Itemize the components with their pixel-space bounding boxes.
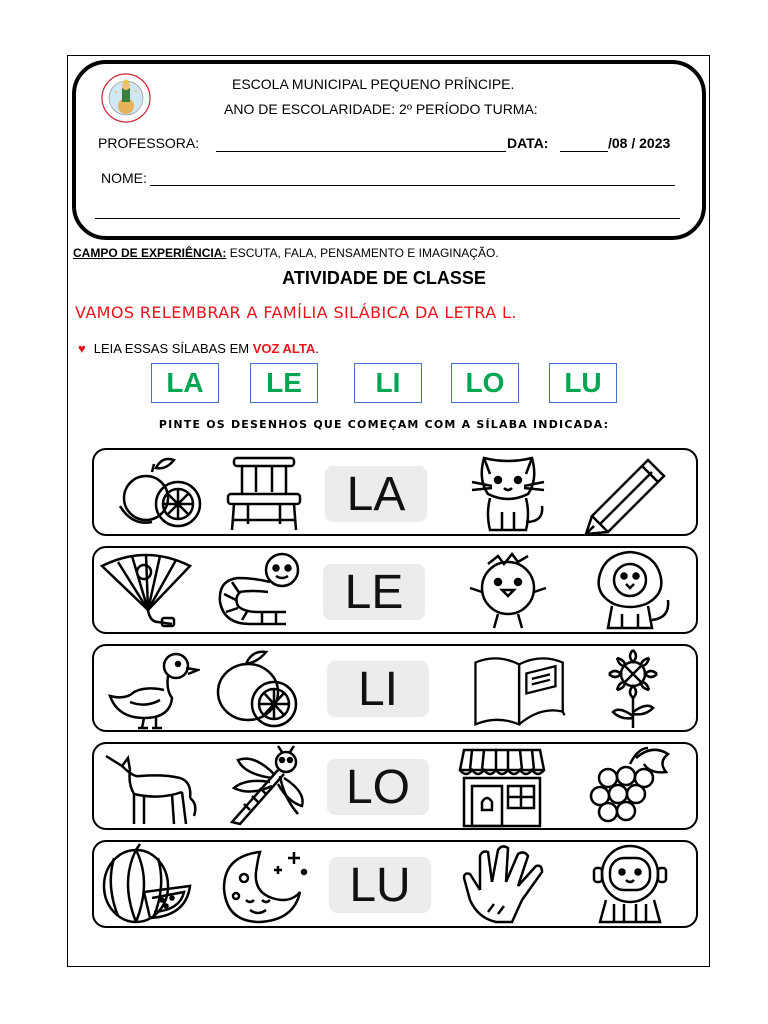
- experience-field-value: ESCUTA, FALA, PENSAMENTO E IMAGINAÇÃO.: [226, 246, 499, 260]
- book-icon[interactable]: [470, 646, 570, 730]
- read-instruction-text: LEIA ESSAS SÍLABAS EM: [93, 341, 253, 356]
- date-value: /08 / 2023: [608, 135, 671, 151]
- chick-icon[interactable]: [458, 548, 558, 632]
- date-label: DATA:: [507, 135, 549, 151]
- syllable-box-la: LA: [151, 363, 219, 403]
- lion-icon[interactable]: [580, 548, 680, 632]
- astronaut-icon[interactable]: [580, 842, 680, 926]
- read-instruction: [78, 341, 319, 356]
- duck-icon[interactable]: [100, 646, 200, 730]
- paint-instruction: PINTE OS DESENHOS QUE COMEÇAM COM A SÍLABA INDICADA:: [158, 418, 610, 431]
- subtitle: VAMOS RELEMBRAR A FAMÍLIA SILÁBICA DA LETRA L.: [75, 303, 517, 322]
- teacher-label: PROFESSORA:: [98, 135, 200, 151]
- activity-title: ATIVIDADE DE CLASSE: [282, 268, 486, 288]
- wolf-icon[interactable]: [100, 744, 200, 828]
- chair-icon[interactable]: [218, 450, 318, 534]
- worm-icon[interactable]: [210, 548, 310, 632]
- dragonfly-icon[interactable]: [214, 744, 314, 828]
- experience-field: [73, 246, 499, 260]
- syllable-card-la: LA: [325, 466, 427, 522]
- orange-icon[interactable]: [108, 450, 208, 534]
- syllable-box-lo: LO: [451, 363, 519, 403]
- grapes-icon[interactable]: [578, 744, 678, 828]
- watermelon-icon[interactable]: [96, 842, 196, 926]
- cat-icon[interactable]: [458, 450, 558, 534]
- syllable-box-le: LE: [250, 363, 318, 403]
- shop-icon[interactable]: [452, 744, 552, 828]
- syllable-card-lu: LU: [329, 857, 431, 913]
- syllable-box-lu: LU: [549, 363, 617, 403]
- syllable-card-li: LI: [327, 661, 429, 717]
- read-instruction-highlight: VOZ ALTA: [252, 341, 316, 356]
- school-year-class: ANO DE ESCOLARIDADE: 2º PERÍODO TURMA:: [224, 101, 538, 117]
- experience-field-label: CAMPO DE EXPERIÊNCIA:: [73, 246, 227, 260]
- lemon-icon[interactable]: [208, 646, 308, 730]
- syllable-card-lo: LO: [327, 759, 429, 815]
- fan-icon[interactable]: [96, 548, 196, 632]
- pencil-icon[interactable]: [578, 450, 678, 534]
- name-label: NOME:: [101, 170, 147, 186]
- sunflower-icon[interactable]: [583, 646, 683, 730]
- syllable-card-le: LE: [323, 564, 425, 620]
- date-field[interactable]: [560, 151, 608, 152]
- moon-icon[interactable]: [214, 842, 314, 926]
- teacher-field[interactable]: [216, 151, 506, 152]
- extra-line: [95, 218, 680, 219]
- school-logo-icon: [100, 72, 152, 124]
- glove-icon[interactable]: [458, 842, 558, 926]
- school-name: ESCOLA MUNICIPAL PEQUENO PRÍNCIPE.: [232, 76, 515, 92]
- read-instruction-end: .: [315, 341, 319, 356]
- heart-icon: ♥: [78, 341, 86, 356]
- syllable-box-li: LI: [354, 363, 422, 403]
- name-field[interactable]: [150, 185, 675, 186]
